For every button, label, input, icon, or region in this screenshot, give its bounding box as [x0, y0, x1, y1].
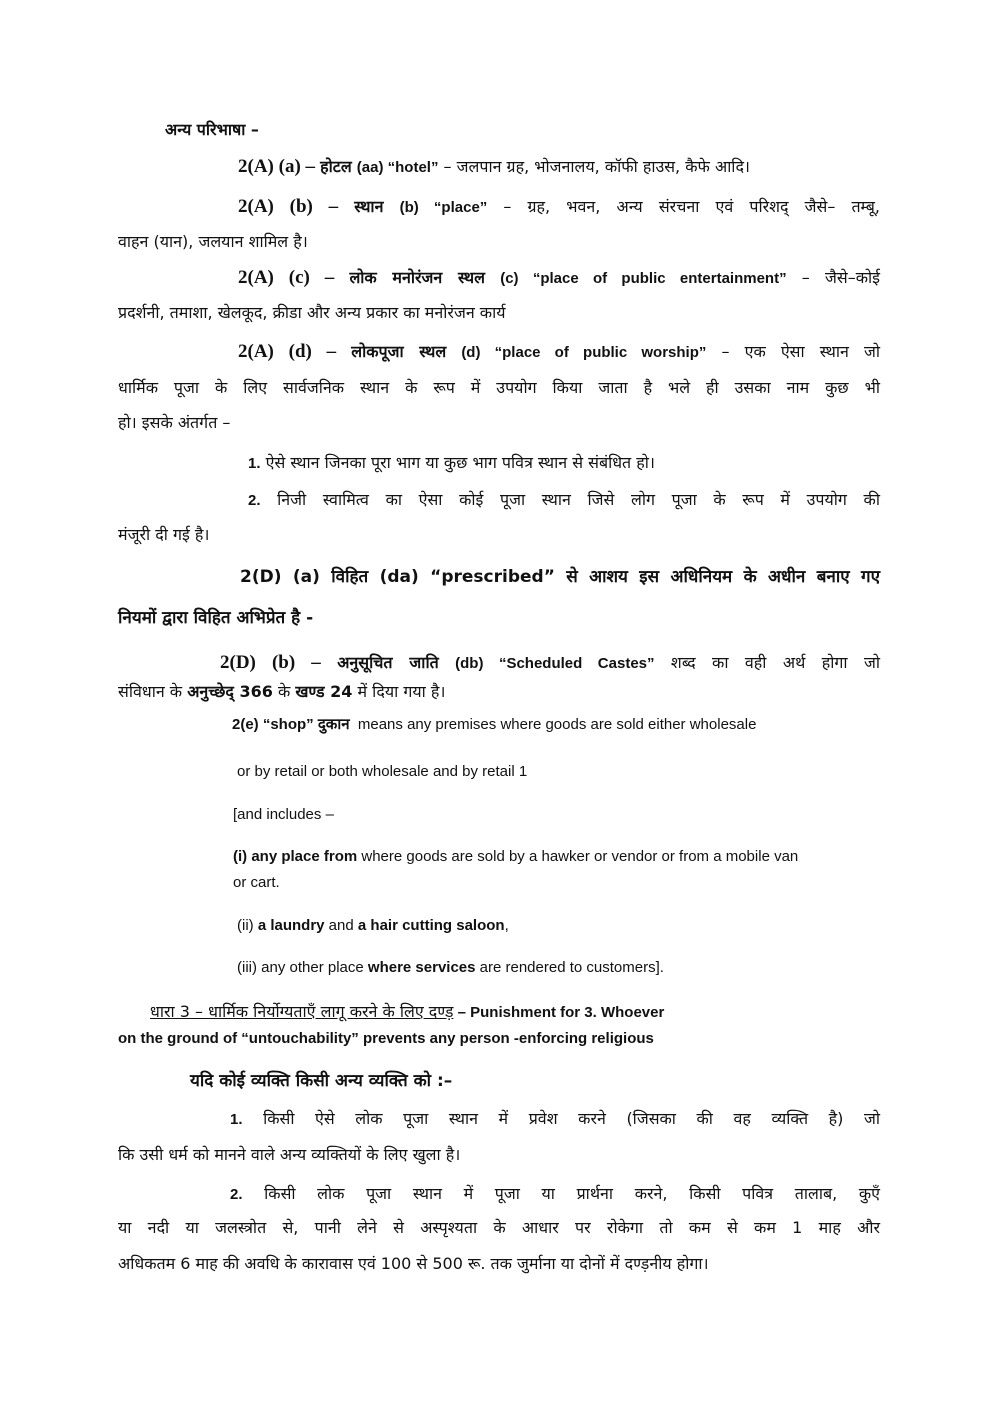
text: are rendered to customers]. — [475, 959, 664, 976]
shop-line: [and includes – — [233, 806, 334, 823]
text: में दिया गया है। — [352, 682, 446, 701]
list-item — [230, 1182, 880, 1207]
section-title: धारा 3 – धार्मिक निर्योग्यताएँ लागू करने के लिए दण्ड़ — [150, 1002, 454, 1021]
item-text-cont: मंजूरी दी गई है। — [118, 525, 210, 544]
item-text: ऐसे स्थान जिनका पूरा भाग या कुछ भाग पवित्र स्थान से संबंधित हो। — [260, 453, 655, 472]
section-intro: यदि कोई व्यक्ति किसी अन्य व्यक्ति को :– — [190, 1071, 453, 1091]
definition-shop — [232, 713, 756, 737]
item-number: 1. — [248, 455, 261, 472]
list-item — [248, 451, 655, 476]
definition-text-cont: धार्मिक पूजा के लिए सार्वजनिक स्थान के रूप में उपयोग किया जाता है भले ही उसका नाम कुछ भी — [118, 378, 880, 397]
shop-item-ii — [237, 914, 509, 938]
shop-line: or by retail or both wholesale and by retail 1 — [237, 763, 528, 780]
definition-hotel — [238, 155, 750, 180]
definition-text: – ग्रह, भवन, अन्य संरचना एवं परिशद् जैसे– तम्बू, — [487, 197, 880, 216]
definition-text: means any premises where goods are sold either wholesale — [349, 716, 757, 733]
definition-scheduled-castes — [220, 651, 880, 676]
text: where services — [367, 959, 476, 976]
text: (ii) — [237, 917, 258, 934]
term-english: (d) “place of public worship” — [461, 344, 707, 361]
shop-item-i-cont: or cart. — [233, 874, 280, 891]
clause-code: 2(A) (c) – — [238, 267, 335, 288]
term-english: (aa) “hotel” — [356, 159, 439, 176]
list-item — [230, 1107, 880, 1132]
text: a hair cutting saloon — [357, 917, 505, 934]
clause-code: 2(A) (a) – — [238, 156, 316, 177]
clause-code: 2(A) (b) – — [238, 196, 339, 217]
definition-public-worship — [238, 340, 880, 365]
definition-text: – जैसे–कोई — [786, 268, 880, 287]
clause-ref: खण्ड 24 — [295, 682, 353, 701]
definition-text-cont: नियमों द्वारा विहित अभिप्रेत है - — [118, 608, 314, 628]
item-number: 2. — [248, 492, 261, 509]
section-title-english-cont: on the ground of “untouchability” prevents any person -enforcing religious — [118, 1030, 654, 1047]
definition-text: शब्द का वही अर्थ होगा जो — [654, 653, 880, 672]
term-hindi: होटल — [320, 157, 352, 176]
text: , — [504, 917, 509, 934]
text: (i) any place from — [233, 848, 358, 865]
item-text-cont: या नदी या जलस्त्रोत से, पानी लेने से अस्पृश्यता के आधार पर रोकेगा तो कम से कम 1 माह और — [118, 1218, 880, 1237]
term-hindi: लोकपूजा स्थल — [351, 342, 447, 361]
definition-place — [238, 195, 880, 220]
item-text: निजी स्वामित्व का ऐसा कोई पूजा स्थान जिसे लोग पूजा के रूप में उपयोग की — [260, 490, 880, 509]
section-3-heading — [150, 1000, 664, 1025]
item-number: 1. — [230, 1111, 243, 1128]
list-item — [248, 488, 880, 513]
term-hindi: स्थान — [354, 197, 384, 216]
text: संविधान के — [118, 682, 188, 701]
definition-prescribed: 2(D) (a) विहित (da) “prescribed” से आशय इस अधिनियम के अधीन बनाए गए — [240, 567, 880, 587]
term-english: (c) “place of public entertainment” — [500, 270, 787, 287]
item-text: किसी लोक पूजा स्थान में पूजा या प्रार्थना करने, किसी पवित्र तालाब, कुएँ — [242, 1184, 880, 1203]
clause-code: 2(A) (d) – — [238, 341, 337, 362]
item-text-cont: अधिकतम 6 माह की अवधि के कारावास एवं 100 से 500 रू. तक जुर्माना या दोनों में दण्ड़नीय होगा। — [118, 1254, 709, 1273]
clause-code: 2(D) (b) – — [220, 652, 321, 673]
definition-text: – जलपान ग्रह, भोजनालय, कॉफी हाउस, कैफे आदि। — [438, 157, 750, 176]
definition-text-cont: हो। इसके अंतर्गत – — [118, 413, 231, 432]
section-heading: अन्य परिभाषा – — [165, 120, 259, 139]
article-ref: अनुच्छेद् 366 — [187, 682, 273, 701]
shop-item-i — [233, 845, 798, 869]
definition-text-cont — [118, 680, 445, 704]
term-english: (b) “place” — [399, 199, 488, 216]
shop-item-iii — [237, 956, 664, 980]
definition-text-cont: वाहन (यान), जलयान शामिल है। — [118, 232, 308, 251]
text: where goods are sold by a hawker or vendor or from a mobile van — [357, 848, 799, 865]
definition-public-entertainment — [238, 266, 880, 291]
term-hindi: लोक मनोरंजन स्थल — [349, 268, 485, 287]
term-english: (db) “Scheduled Castes” — [455, 655, 655, 672]
text: के — [272, 682, 296, 701]
section-title-english: – Punishment for 3. Whoever — [453, 1004, 665, 1021]
term-hindi: अनुसूचित जाति — [337, 653, 439, 672]
definition-text-cont: प्रदर्शनी, तमाशा, खेलकूद, क्रीडा और अन्य प्रकार का मनोरंजन कार्य — [118, 303, 506, 322]
text: and — [324, 917, 358, 934]
text: (iii) any other place — [237, 959, 368, 976]
text: a laundry — [257, 917, 325, 934]
item-text-cont: कि उसी धर्म को मानने वाले अन्य व्यक्तियों के लिए खुला है। — [118, 1145, 461, 1164]
item-text: किसी ऐसे लोक पूजा स्थान में प्रवेश करने (जिसका की वह व्यक्ति है) जो — [242, 1109, 880, 1128]
definition-text: – एक ऐसा स्थान जो — [706, 342, 881, 361]
term: 2(e) “shop” दुकान — [232, 716, 350, 733]
item-number: 2. — [230, 1186, 243, 1203]
